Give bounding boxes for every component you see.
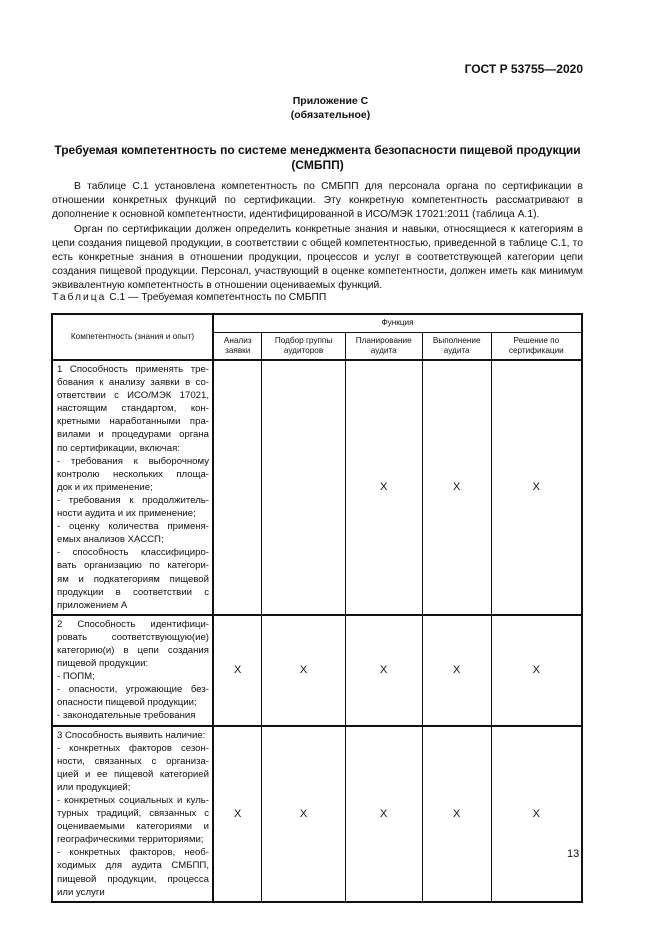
competence-line: опасности пищевой продукции; xyxy=(57,697,197,709)
section-title: Требуемая компетентность по системе менеджмента безопасности пищевой продукции (СМБПП) xyxy=(54,143,581,172)
competence-line: цией и ее пищевой категорией xyxy=(57,768,209,780)
body-text xyxy=(52,180,583,294)
competence-line: контролю нескольких площа- xyxy=(57,468,209,480)
competence-line: емых анализов ХАССП; xyxy=(57,534,164,546)
competence-line: ности, связанных с организа- xyxy=(57,755,209,767)
competence-line: ответствии с ИСО/МЭК 17021, xyxy=(57,390,209,402)
competence-line: ям и подкатегориям пищевой xyxy=(57,573,209,585)
function-mark-cell: X xyxy=(422,726,491,902)
table-row xyxy=(52,726,582,902)
competence-line: 1 Способность применять тре- xyxy=(57,364,209,375)
function-mark-cell: X xyxy=(262,726,345,902)
competence-line: 3 Способность выявить наличие: xyxy=(57,729,206,741)
competence-line: - конкретных факторов, необ- xyxy=(57,847,209,859)
competence-cell xyxy=(52,360,213,615)
function-mark-cell: X xyxy=(422,615,491,726)
competence-line: настоящим стандартом, кон- xyxy=(57,403,209,415)
column-header-function: Решение по сертификации xyxy=(491,332,582,360)
function-mark-cell: X xyxy=(422,360,491,615)
competence-line: турных традиций, связанных с xyxy=(57,808,209,820)
competence-line: 2 Способность идентифици- xyxy=(57,618,209,630)
function-mark-cell: X xyxy=(345,726,422,902)
function-mark-cell xyxy=(262,360,345,615)
competence-line: географическими территориями; xyxy=(57,834,204,846)
competence-line: - способность классифициро- xyxy=(57,547,209,559)
paragraph: В таблице С.1 установлена компетентность по СМБПП для персонала органа по сертификации в отношении конкретных функций по сертификации. Эту конкретную компетентность рассматривают в дополнение к основной компетентности, идентифицированной в ИСО/МЭК 17021:2011 (таблица А.1). xyxy=(52,181,583,221)
page-number: 13 xyxy=(567,848,580,860)
table-caption-label: Таблица xyxy=(52,292,107,303)
competence-line: ровать соответствующую(ие) xyxy=(57,631,209,643)
competence-line: - конкретных социальных и куль- xyxy=(57,795,209,806)
competence-line: пищевой продукции, процесса xyxy=(57,873,209,885)
competence-line: по сертификации, включая: xyxy=(57,442,180,454)
competence-line: вать организацию по категори- xyxy=(57,560,209,572)
table-caption-text: С.1 — Требуемая компетентность по СМБПП xyxy=(109,292,327,303)
column-header-function: Подбор группы аудиторов xyxy=(262,332,345,360)
competence-line: или услуги xyxy=(57,886,105,898)
appendix-status: (обязательное) xyxy=(290,109,371,121)
competence-line: оцениваемыми категориями и xyxy=(57,821,209,833)
competence-line: ности аудита и их применение; xyxy=(57,508,196,520)
competence-line: бования к анализу заявки в со- xyxy=(57,377,209,389)
competence-line: - требования к выборочному xyxy=(57,455,209,467)
competence-line: приложением А xyxy=(57,599,128,611)
competence-line: - законодательные требования xyxy=(57,710,196,722)
function-mark-cell: X xyxy=(491,360,582,615)
function-mark-cell: X xyxy=(213,615,262,726)
competence-line: продукции в соответствии с xyxy=(57,586,209,598)
competence-line: - опасности, угрожающие без- xyxy=(57,684,209,696)
competence-line: - конкретных факторов сезон- xyxy=(57,742,209,754)
function-mark-cell xyxy=(213,360,262,615)
table-row xyxy=(52,360,582,615)
competence-cell xyxy=(52,615,213,726)
column-header-competence: Компетентность (знания и опыт) xyxy=(52,314,213,360)
paragraph: Орган по сертификации должен определить конкретные знания и навыки, относящиеся к категориям в цепи создания пищевой продукции, в соответствии с общей компетентностью, приведенной в таблице С.1, то есть конкретные знания в отношении продукции, процессов и услуг в соответствующей категории цепи создания пищевой продукции. Персонал, участвующий в оценке компетентности, должен иметь как минимум эквивалентную компетентность в отношении оцениваемых функций. xyxy=(52,223,583,292)
column-header-function: Выполнение аудита xyxy=(422,332,491,360)
competence-line: - ПОПМ; xyxy=(57,671,95,683)
appendix-title: Приложение С xyxy=(292,95,369,107)
column-group-header-function: Функция xyxy=(213,314,582,332)
competence-line: ходимых для аудита СМБПП, xyxy=(57,860,209,872)
competence-line: категорию(и) в цепи создания xyxy=(57,644,209,656)
competence-line: кретными наработанными пра- xyxy=(57,416,209,428)
competence-line: вилами и процедурами органа xyxy=(57,429,209,441)
function-mark-cell: X xyxy=(345,615,422,726)
competence-line: или продукцией; xyxy=(57,781,131,793)
standard-number: ГОСТ Р 53755—2020 xyxy=(464,62,583,76)
competence-cell xyxy=(52,726,213,902)
column-header-function: Анализ заявки xyxy=(213,332,262,360)
competence-line: пищевой продукции: xyxy=(57,658,149,670)
table-caption xyxy=(52,292,326,303)
competence-table xyxy=(51,313,583,903)
competence-line: док и их применение; xyxy=(57,481,153,493)
function-mark-cell: X xyxy=(491,615,582,726)
competence-line: - оценку количества применя- xyxy=(57,521,209,533)
column-header-function: Планирование аудита xyxy=(345,332,422,360)
function-mark-cell: X xyxy=(491,726,582,902)
function-mark-cell: X xyxy=(262,615,345,726)
function-mark-cell: X xyxy=(213,726,262,902)
function-mark-cell: X xyxy=(345,360,422,615)
competence-line: - требования к продолжитель- xyxy=(57,494,209,506)
table-row xyxy=(52,615,582,726)
